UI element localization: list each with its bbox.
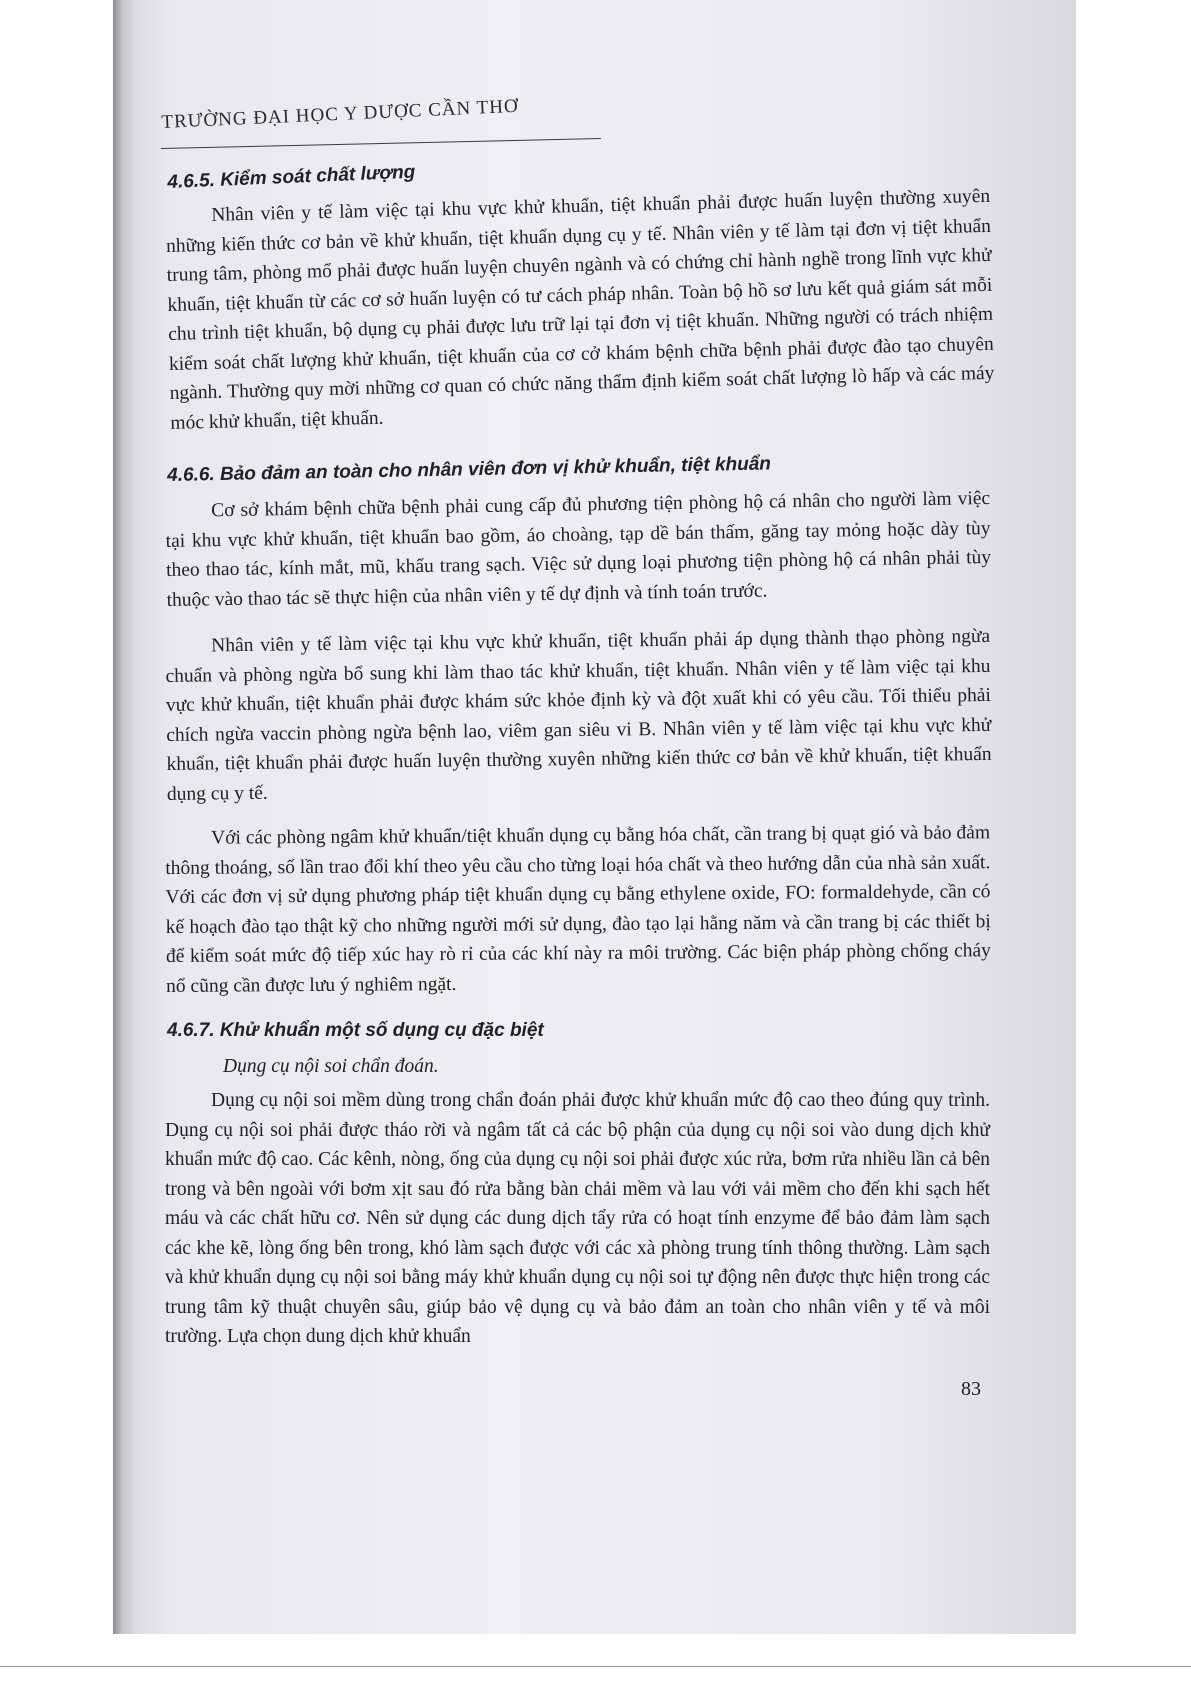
paragraph: Dụng cụ nội soi mềm dùng trong chẩn đoán phải được khử khuẩn mức độ cao theo đúng quy trình. Dụng cụ nội soi phải được tháo rời và ngâm tất cả các bộ phận của dụng cụ nội soi vào dung dịch khử khuẩn mức độ cao. Các kênh, nòng, ống của dụng cụ nội soi phải được xúc rửa, bơm rửa nhiều lần cả bên trong và bên ngoài với bơm xịt sau đó rửa bằng bàn chải mềm và lau với vải mềm cho đến khi sạch hết máu và các chất hữu cơ. Nên sử dụng các dung dịch tẩy rửa có hoạt tính enzyme để bảo đảm làm sạch các khe kẽ, lòng ống bên trong, khó làm sạch được với các xà phòng trung tính thông thường. Làm sạch và khử khuẩn dụng cụ nội soi bằng máy khử khuẩn dụng cụ nội soi tự động nên được thực hiện trong các trung tâm kỹ thuật chuyên sâu, giúp bảo vệ dụng cụ và bảo đảm an toàn cho nhân viên y tế và môi trường. Lựa chọn dung dịch khử khuẩn [165,1090,990,1347]
header-rule [161,138,601,149]
subheading: Dụng cụ nội soi chẩn đoán. [223,1056,439,1077]
page-number: 83 [961,1378,981,1400]
paragraph: Nhân viên y tế làm việc tại khu vực khử khuẩn, tiệt khuẩn phải được huấn luyện thường xuyên những kiến thức cơ bản về khử khuẩn, tiệt khuẩn dụng cụ y tế. Nhân viên y tế làm tại đơn vị tiệt khuẩn trung tâm, phòng mổ phải được huấn luyện chuyên ngành và có chứng chỉ hành nghề trong lĩnh vực khử khuẩn, tiệt khuẩn từ các cơ sở huấn luyện có tư cách pháp nhân. Toàn bộ hồ sơ lưu kết quả giám sát mỗi chu trình tiệt khuẩn, bộ dụng cụ phải được lưu trữ lại tại đơn vị tiệt khuẩn. Những người có trách nhiệm kiểm soát chất lượng khử khuẩn, tiệt khuẩn của cơ cở khám bệnh chữa bệnh phải được đào tạo chuyên ngành. Thường quy mời những cơ quan có chức năng thẩm định kiểm soát chất lượng lò hấp và các máy móc khử khuẩn, tiệt khuẩn. [165,185,995,434]
paragraph: Với các phòng ngâm khử khuẩn/tiệt khuẩn dụng cụ bằng hóa chất, cần trang bị quạt gió và bảo đảm thông thoáng, số lần trao đổi khí theo yêu cầu cho từng loại hóa chất và theo hướng dẫn của nhà sản xuất. Với các đơn vị sử dụng phương pháp tiệt khuẩn dụng cụ bằng ethylene oxide, FO: formaldehyde, cần có kế hoạch đào tạo thật kỹ cho những người mới sử dụng, đào tạo lại hằng năm và cần trang bị các thiết bị để kiểm soát mức độ tiếp xúc hay rò rỉ của các khí này ra môi trường. Các biện pháp phòng chống cháy nổ cũng cần được lưu ý nghiêm ngặt. [165,822,991,997]
section-heading-4-6-6: 4.6.6. Bảo đảm an toàn cho nhân viên đơn vị khử khuẩn, tiệt khuẩn [167,453,772,486]
paragraph: Cơ sở khám bệnh chữa bệnh phải cung cấp đủ phương tiện phòng hộ cá nhân cho người làm việc tại khu vực khử khuẩn, tiệt khuẩn bao gồm, áo choàng, tạp dề bán thấm, găng tay mỏng hoặc dày tùy theo thao tác, kính mắt, mũ, khẩu trang sạch. Việc sử dụng loại phương tiện phòng hộ cá nhân phải tùy thuộc vào thao tác sẽ thực hiện của nhân viên y tế dự định và tính toán trước. [165,488,992,611]
section-heading-4-6-5: 4.6.5. Kiểm soát chất lượng [167,161,416,193]
bottom-rule [0,1666,1191,1667]
scanned-page [113,0,1076,1634]
section-heading-4-6-7: 4.6.7. Khử khuẩn một số dụng cụ đặc biệt [167,1020,544,1041]
book-spine-shadow [113,0,135,1634]
paragraph: Nhân viên y tế làm việc tại khu vực khử khuẩn, tiệt khuẩn phải áp dụng thành thạo phòng ngừa chuẩn và phòng ngừa bổ sung khi làm thao tác khử khuẩn, tiệt khuẩn. Nhân viên y tế làm việc tại khu vực khử khuẩn, tiệt khuẩn phải được khám sức khỏe định kỳ và đột xuất khi có yêu cầu. Tối thiểu phải chích ngừa vaccin phòng ngừa bệnh lao, viêm gan siêu vi B. Nhân viên y tế làm việc tại khu vực khử khuẩn, tiệt khuẩn phải được huấn luyện thường xuyên những kiến thức cơ bản về khử khuẩn, tiệt khuẩn dụng cụ y tế. [165,625,992,805]
running-header: TRƯỜNG ĐẠI HỌC Y DƯỢC CẦN THƠ [161,95,520,133]
page-content [153,60,1033,1600]
